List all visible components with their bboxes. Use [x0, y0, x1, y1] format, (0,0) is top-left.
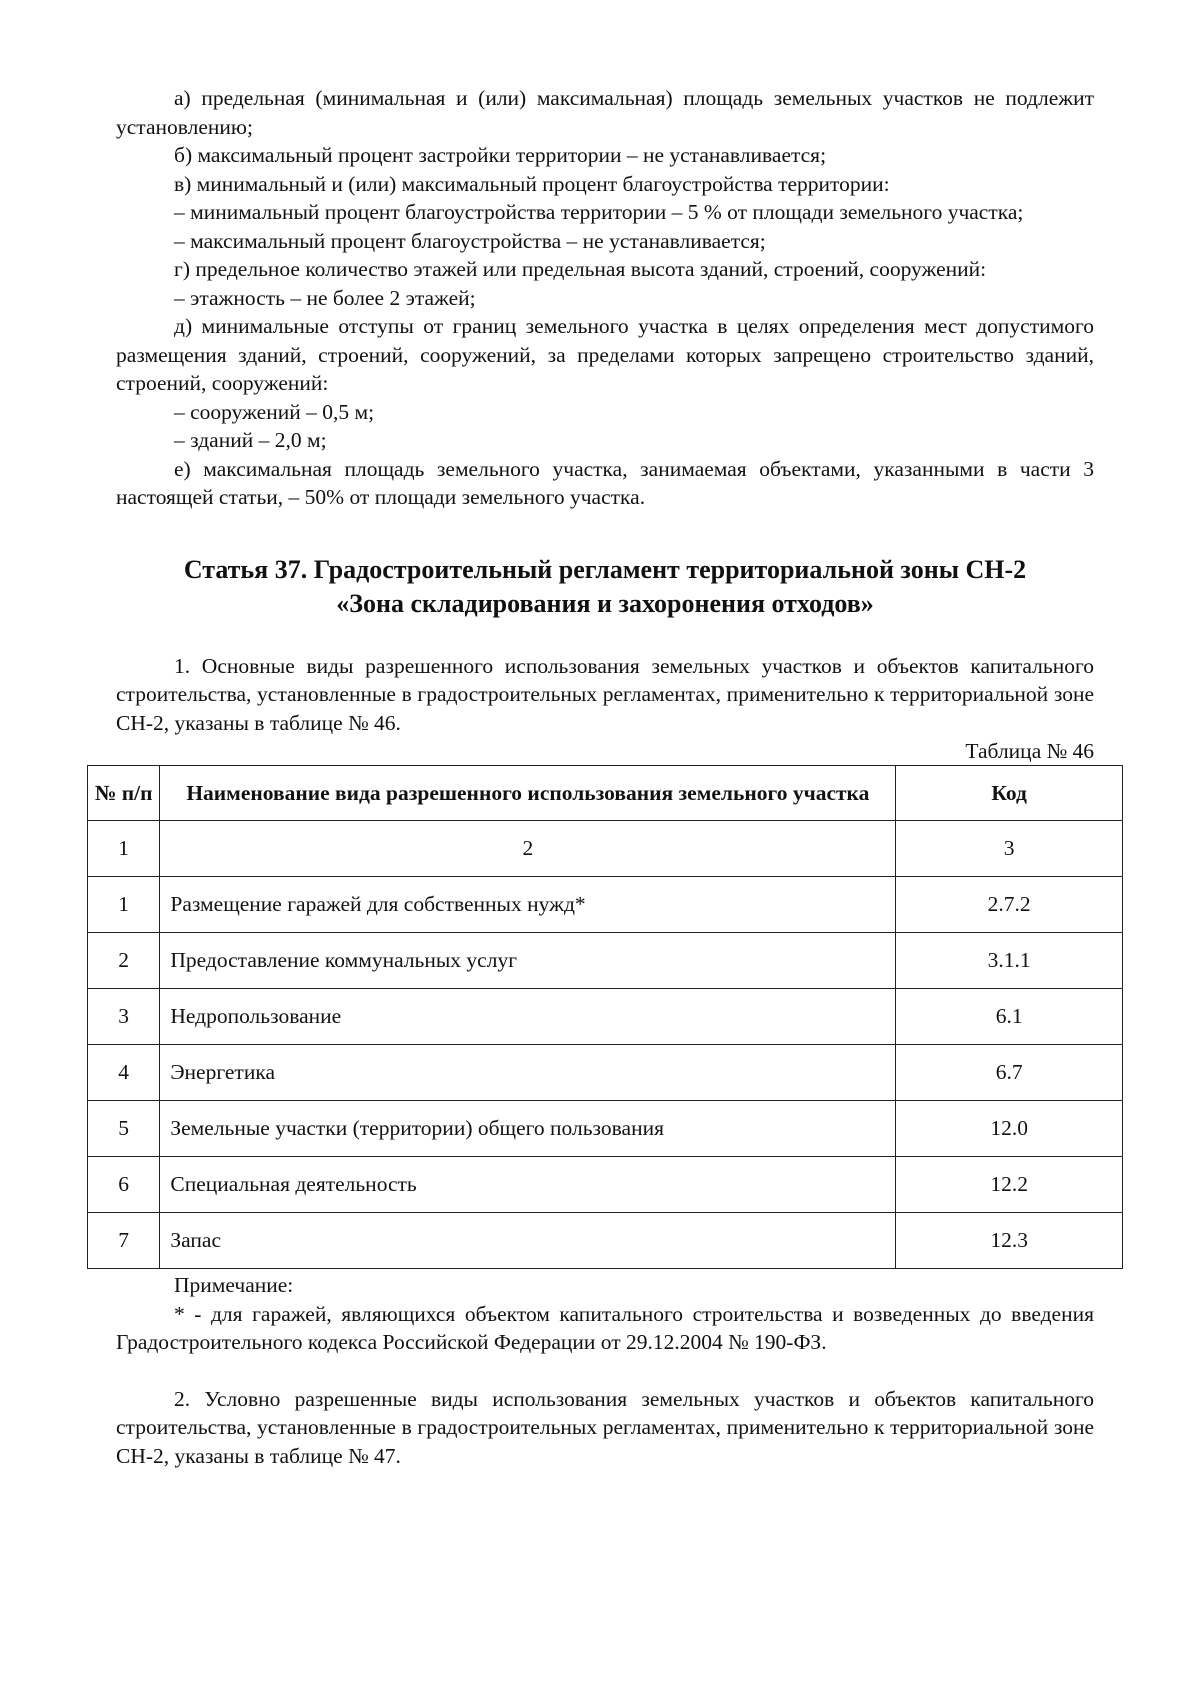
table-row	[88, 1213, 1123, 1269]
row-name: Земельные участки (территории) общего пользования	[160, 1101, 896, 1157]
row-num: 6	[88, 1157, 160, 1213]
row-code: 6.1	[896, 989, 1123, 1045]
table-row	[88, 1101, 1123, 1157]
row-num: 7	[88, 1213, 160, 1269]
article-heading-line1: Статья 37. Градостроительный регламент территориальной зоны СН-2	[183, 554, 1027, 584]
table-caption: Таблица № 46	[965, 739, 1094, 763]
row-name: Энергетика	[160, 1045, 896, 1101]
intro-item-v: в) минимальный и (или) максимальный процент благоустройства территории:	[174, 171, 890, 196]
intro-item-v-min: – минимальный процент благоустройства территории – 5 % от площади земельного участка;	[174, 200, 1024, 224]
note-text: * - для гаражей, являющихся объектом капитального строительства и возведенных до введения Градостроительного кодекса Российской Федерации от 29.12.2004 № 190-ФЗ.	[116, 1301, 1094, 1354]
document-page	[94, 84, 1094, 1470]
row-code: 2.7.2	[896, 877, 1123, 933]
intro-item-g: г) предельное количество этажей или предельная высота зданий, строений, сооружений:	[174, 257, 987, 281]
row-name: Запас	[160, 1213, 896, 1269]
article-heading	[116, 553, 1094, 621]
index-code: 3	[896, 821, 1123, 877]
article-heading-line2: «Зона складирования и захоронения отходов»	[336, 588, 874, 618]
table-row	[88, 933, 1123, 989]
row-code: 12.3	[896, 1213, 1123, 1269]
header-name: Наименование вида разрешенного использования земельного участка	[160, 766, 896, 821]
index-name: 2	[160, 821, 896, 877]
table-header-row	[88, 766, 1123, 821]
row-num: 3	[88, 989, 160, 1045]
note-block	[116, 1271, 1094, 1357]
row-num: 4	[88, 1045, 160, 1101]
table-row	[88, 1045, 1123, 1101]
table-row	[88, 989, 1123, 1045]
row-num: 1	[88, 877, 160, 933]
intro-item-v-max: – максимальный процент благоустройства – не устанавливается;	[174, 228, 766, 253]
row-code: 12.0	[896, 1101, 1123, 1157]
intro-item-d-structures: – сооружений – 0,5 м;	[174, 399, 375, 424]
permitted-uses-table	[87, 765, 1123, 1269]
intro-item-d-buildings: – зданий – 2,0 м;	[174, 428, 327, 452]
row-name: Размещение гаражей для собственных нужд*	[160, 877, 896, 933]
paragraph-main-uses: 1. Основные виды разрешенного использования земельных участков и объектов капитального строительства, установленные в градостроительных регламентах, применительно к территориальной зоне СН-2, указаны в таблице № 46.	[116, 653, 1094, 735]
note-label: Примечание:	[174, 1273, 294, 1297]
header-code: Код	[896, 766, 1123, 821]
intro-item-e: е) максимальная площадь земельного участка, занимаемая объектами, указанными в части 3 настоящей статьи, – 50% от площади земельного участка.	[116, 456, 1094, 509]
row-code: 3.1.1	[896, 933, 1123, 989]
row-name: Специальная деятельность	[160, 1157, 896, 1213]
table-row	[88, 877, 1123, 933]
table-row	[88, 1157, 1123, 1213]
row-num: 2	[88, 933, 160, 989]
row-name: Недропользование	[160, 989, 896, 1045]
row-code: 6.7	[896, 1045, 1123, 1101]
paragraph-conditional-uses: 2. Условно разрешенные виды использования земельных участков и объектов капитального строительства, установленные в градостроительных регламентах, применительно к территориальной зоне СН-2, указаны в таблице № 47.	[116, 1386, 1094, 1468]
section-spacer	[116, 1357, 1094, 1385]
index-num: 1	[88, 821, 160, 877]
row-code: 12.2	[896, 1157, 1123, 1213]
row-num: 5	[88, 1101, 160, 1157]
intro-item-d: д) минимальные отступы от границ земельного участка в целях определения мест допустимого размещения зданий, строений, сооружений, за пределами которых запрещено строительство зданий, строений, сооружений:	[116, 314, 1094, 395]
header-num: № п/п	[88, 766, 160, 821]
intro-item-g-floors: – этажность – не более 2 этажей;	[174, 285, 476, 310]
intro-item-b: б) максимальный процент застройки территории – не устанавливается;	[174, 143, 827, 167]
row-name: Предоставление коммунальных услуг	[160, 933, 896, 989]
intro-item-a: а) предельная (минимальная и (или) максимальная) площадь земельных участков не подлежит установлению;	[116, 86, 1094, 139]
table-index-row	[88, 821, 1123, 877]
